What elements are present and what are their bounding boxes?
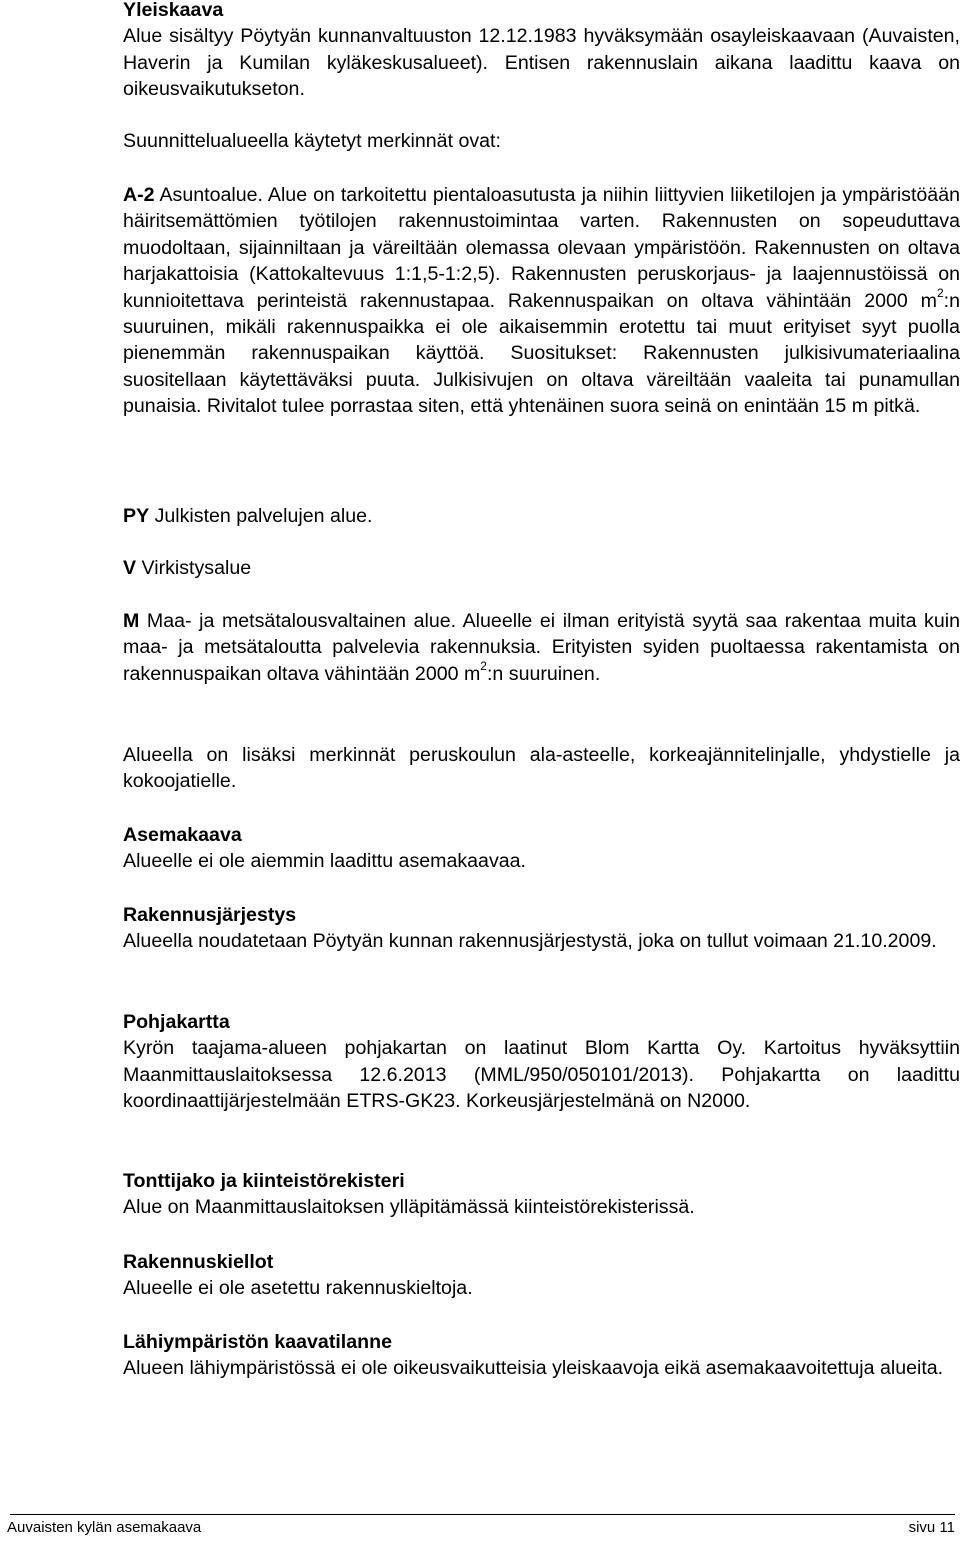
- section-lahiymparisto: [123, 1329, 960, 1382]
- section-rakennuskiellot: [123, 1249, 960, 1302]
- heading-lahiymparisto: Lähiympäristön kaavatilanne: [123, 1331, 392, 1353]
- heading-rakennuskiellot: Rakennuskiellot: [123, 1251, 274, 1273]
- code-v: V: [123, 557, 137, 579]
- heading-asemakaava: Asemakaava: [123, 824, 242, 846]
- section-py: [123, 503, 960, 529]
- heading-rakennusjarjestys: Rakennusjärjestys: [123, 904, 297, 926]
- superscript-a2: 2: [936, 286, 944, 301]
- superscript-m: 2: [480, 659, 487, 674]
- footer-divider: [10, 1514, 955, 1515]
- paragraph-tonttijako: Alue on Maanmittauslaitoksen ylläpitämässä kiinteistörekisterissä.: [123, 1196, 695, 1219]
- paragraph-rakennuskiellot: Alueelle ei ole asetettu rakennuskieltoja.: [123, 1277, 473, 1300]
- code-a2: A-2: [123, 184, 155, 206]
- section-m: [123, 608, 960, 687]
- footer-document-title: Auvaisten kylän asemakaava: [7, 1519, 202, 1536]
- paragraph-lisaksi: Alueella on lisäksi merkinnät peruskoulun ala-asteelle, korkeajännitelinjalle, yhdystielle ja kokoojatielle.: [123, 744, 960, 793]
- section-asemakaava: [123, 822, 960, 875]
- heading-yleiskaava: Yleiskaava: [123, 0, 224, 21]
- section-pohjakartta: [123, 1009, 960, 1115]
- section-yleiskaava: [123, 0, 960, 103]
- heading-pohjakartta: Pohjakartta: [123, 1011, 230, 1033]
- text-m-part2: :n suuruinen.: [486, 662, 601, 685]
- paragraph-rakennusjarjestys: Alueella noudatetaan Pöytyän kunnan rakennusjärjestystä, joka on tullut voimaan 21.10.2009.: [123, 930, 937, 953]
- text-a2-part2: :n suuruinen, mikäli rakennuspaikka ei ole aikaisemmin erotettu tai muut erityiset syyt puolla pienemmän rakennuspaikan käyttöä. Suositukset: Rakennusten julkisivumateriaalina suositellaan käytettäväksi puuta. Julkisivujen on oltava väreiltään vaaleita tai punamullan punaisia. Rivitalot tulee porrastaa siten, että yhtenäinen suora seinä on enintään 15 m pitkä.: [123, 289, 960, 418]
- code-py: PY: [123, 505, 150, 527]
- section-tonttijako: [123, 1168, 960, 1221]
- section-rakennusjarjestys: [123, 902, 960, 955]
- section-a2: [123, 182, 960, 420]
- paragraph-pohjakartta: Kyrön taajama-alueen pohjakartan on laatinut Blom Kartta Oy. Kartoitus hyväksyttiin Maanmittauslaitoksessa 12.6.2013 (MML/950/050101/2013). Pohjakartta on laadittu koordinaattijärjestelmään ETRS-GK23. Korkeusjärjestelmänä on N2000.: [123, 1037, 960, 1113]
- paragraph-a2: [123, 182, 960, 420]
- text-v: Virkistysalue: [136, 557, 252, 579]
- text-py: Julkisten palvelujen alue.: [149, 505, 373, 527]
- section-merkinnat-intro: [123, 128, 960, 154]
- paragraph-lahiymparisto: Alueen lähiympäristössä ei ole oikeusvaikutteisia yleiskaavoja eikä asemakaavoitettuja alueita.: [123, 1357, 944, 1380]
- footer-page-number: sivu 11: [908, 1519, 955, 1536]
- section-lisaksi: [123, 742, 960, 795]
- code-m: M: [123, 610, 140, 632]
- paragraph-v: [123, 555, 960, 581]
- heading-tonttijako: Tonttijako ja kiinteistörekisteri: [123, 1170, 405, 1192]
- paragraph-py: [123, 503, 960, 529]
- paragraph-asemakaava: Alueelle ei ole aiemmin laadittu asemakaavaa.: [123, 850, 526, 873]
- paragraph-m: [123, 608, 960, 687]
- paragraph-merkinnat-intro: Suunnittelualueella käytetyt merkinnät ovat:: [123, 130, 501, 152]
- text-m-part1: Maa- ja metsätalousvaltainen alue. Alueelle ei ilman erityistä syytä saa rakentaa muita kuin maa- ja metsätaloutta palvelevia rakennuksia. Erityisten syiden puoltaessa rakentamista on rakennuspaikan oltava vähintään 2000 m: [123, 610, 960, 685]
- section-v: [123, 555, 960, 581]
- text-a2-part1: Asuntoalue. Alue on tarkoitettu pientaloasutusta ja niihin liittyvien liiketilojen ja ympäristöään häiritsemättömien työtilojen rakennustoimintaa varten. Rakennusten on sopeuduttava muodoltaan, sijainniltaan ja väreiltään olemassa olevaan ympäristöön. Rakennusten on oltava harjakattoisia (Kattokaltevuus 1:1,5-1:2,5). Rakennusten peruskorjaus- ja laajennustöissä on kunnioitettava perinteistä rakennustapaa. Rakennuspaikan on oltava vähintään 2000 m: [123, 184, 960, 312]
- paragraph-yleiskaava: Alue sisältyy Pöytyän kunnanvaltuuston 12.12.1983 hyväksymään osayleiskaavaan (Auvaisten, Haverin ja Kumilan kyläkeskusalueet). Entisen rakennuslain aikana laadittu kaava on oikeusvaikutukseton.: [123, 25, 960, 101]
